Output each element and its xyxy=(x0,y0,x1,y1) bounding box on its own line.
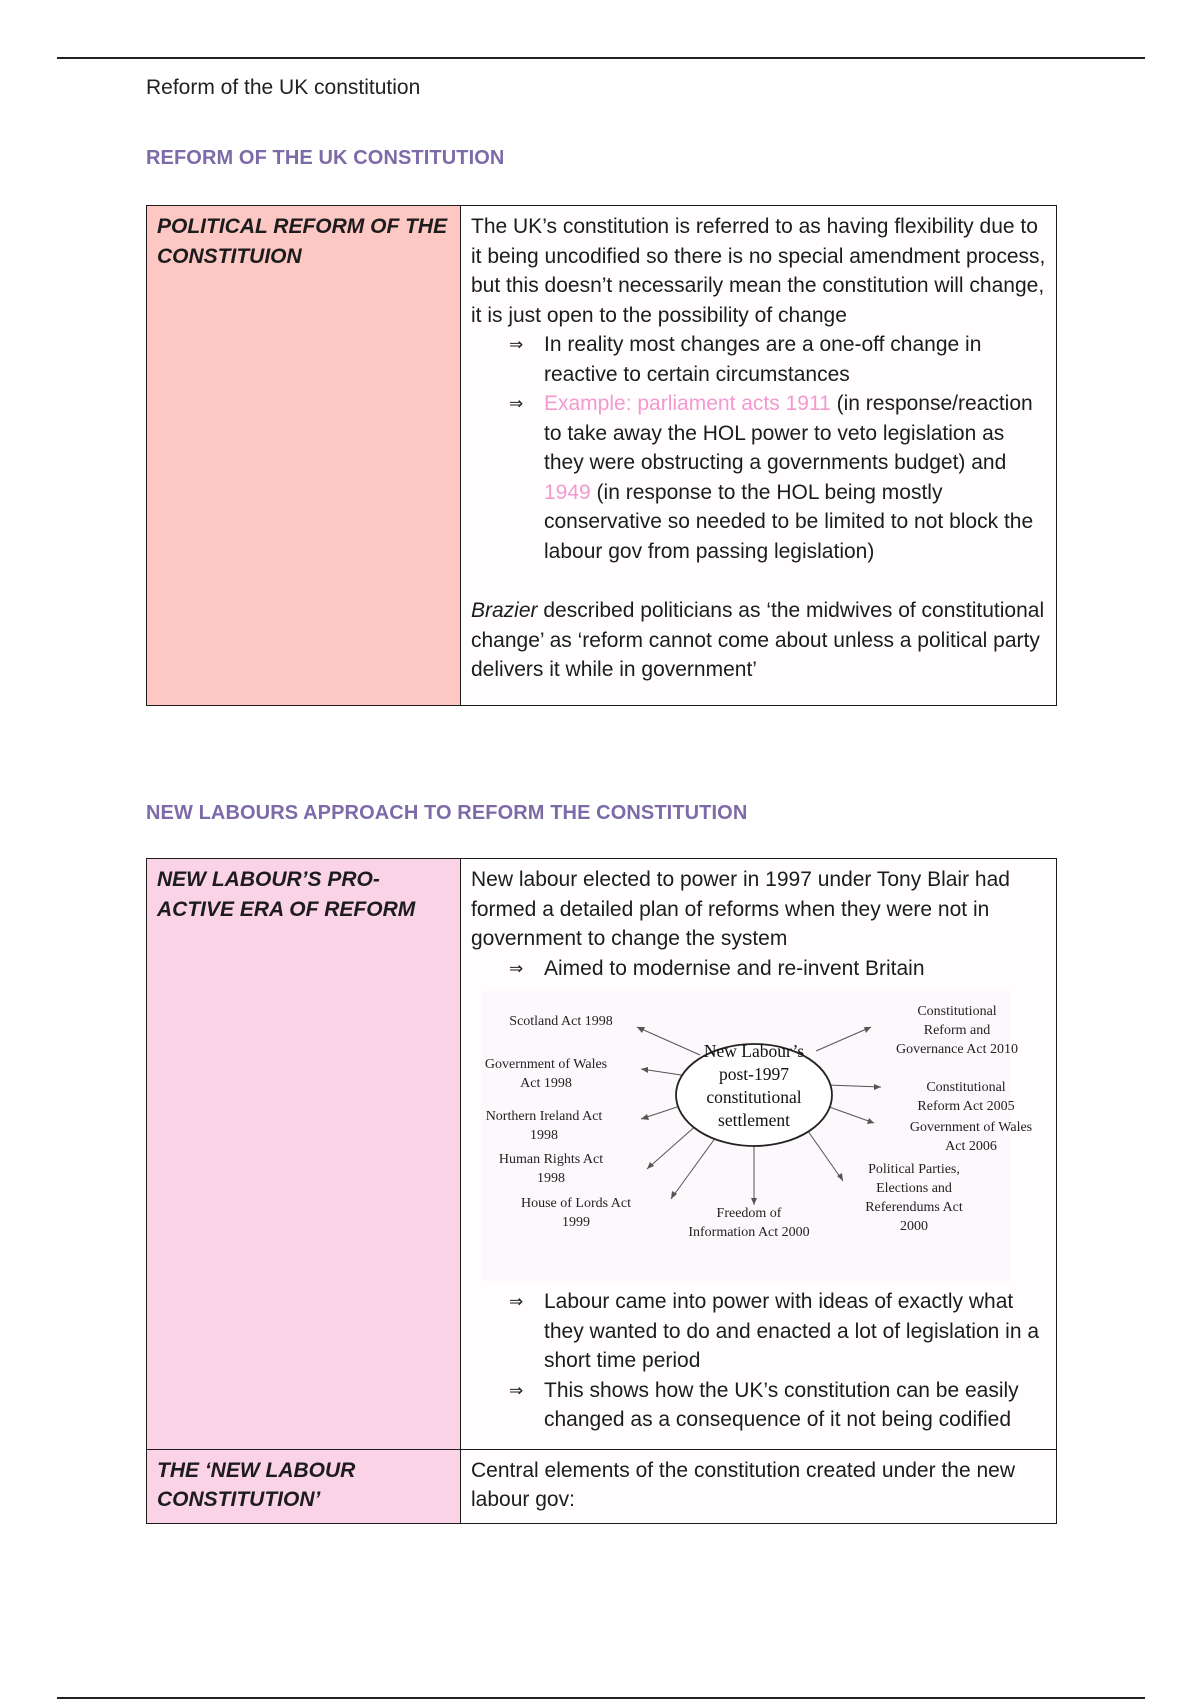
spoke-label: 1999 xyxy=(562,1215,590,1230)
bullet-text: In reality most changes are a one-off change in reactive to certain circumstances xyxy=(544,333,982,386)
bullet-text: This shows how the UK’s constitution can be easily changed as a consequence of it not being codified xyxy=(544,1378,1019,1431)
reform-table xyxy=(146,205,1057,706)
spoke-label: Constitutional xyxy=(926,1080,1006,1095)
running-header: Reform of the UK constitution xyxy=(146,76,421,99)
spoke-label: Human Rights Act xyxy=(498,1152,604,1167)
spoke-label: Government of Wales xyxy=(909,1120,1033,1135)
list-item xyxy=(471,330,1046,389)
intro-paragraph: The UK’s constitution is referred to as having flexibility due to it being uncodified so there is no special amendment process, but this doesn’t necessarily mean the constitution will change, it is just open to the possibility of change xyxy=(471,215,1046,327)
example-year: 1949 xyxy=(544,480,591,504)
table-row xyxy=(147,206,1057,706)
intro-paragraph: New labour elected to power in 1997 under Tony Blair had formed a detailed plan of reforms when they were not in government to change the system xyxy=(471,868,1010,950)
settlement-diagram xyxy=(471,991,1046,1281)
bottom-rule xyxy=(57,1697,1145,1699)
center-label-line: New Labour’s xyxy=(703,1041,805,1061)
center-label-line: settlement xyxy=(718,1110,790,1130)
spoke-label: Northern Ireland Act xyxy=(485,1109,603,1124)
bullet-text: (in response to the HOL being mostly conservative so needed to be limited to not block the labour gov from passing legislation) xyxy=(544,480,1034,563)
section-heading-reform: REFORM OF THE UK CONSTITUTION xyxy=(146,147,505,169)
bullet-text: Labour came into power with ideas of exactly what they wanted to do and enacted a lot of legislation in a short time period xyxy=(544,1290,1040,1372)
center-label-line: constitutional xyxy=(706,1087,802,1107)
spoke-label: Freedom of xyxy=(716,1206,782,1221)
example-label: Example: parliament acts 1911 xyxy=(544,392,831,415)
spoke-label: 2000 xyxy=(900,1219,928,1234)
list-item xyxy=(471,1376,1046,1435)
row-content: Central elements of the constitution created under the new labour gov: xyxy=(461,1449,1057,1523)
row-label: NEW LABOUR’S PRO-ACTIVE ERA OF REFORM xyxy=(147,859,461,1450)
spoke-label: Elections and xyxy=(876,1181,952,1196)
list-item xyxy=(471,1287,1046,1376)
spoke-label: Constitutional xyxy=(917,1004,997,1019)
spoke-label: Scotland Act 1998 xyxy=(509,1014,613,1029)
quote-author: Brazier xyxy=(471,599,538,622)
spoke-label: Reform Act 2005 xyxy=(917,1099,1015,1114)
bullet-text: (in response/reaction to take away the HOL power to veto legislation as they were obstructing a governments budget) and xyxy=(544,392,1033,474)
quote-paragraph xyxy=(471,596,1046,685)
row-content xyxy=(461,859,1057,1450)
spoke-label: Act 1998 xyxy=(520,1076,572,1091)
double-arrow-icon: ⇒ xyxy=(509,1292,524,1311)
center-label-line: post-1997 xyxy=(719,1064,789,1084)
spoke-label: 1998 xyxy=(537,1171,565,1186)
spoke-label: House of Lords Act xyxy=(520,1196,632,1211)
row-label: POLITICAL REFORM OF THE CONSTITUION xyxy=(147,206,461,706)
settlement-diagram-svg xyxy=(471,991,1051,1281)
table-row xyxy=(147,1449,1057,1523)
double-arrow-icon: ⇒ xyxy=(509,335,524,354)
quote-text: described politicians as ‘the midwives of constitutional change’ as ‘reform cannot come about unless a political party delivers it while in government’ xyxy=(471,599,1045,681)
double-arrow-icon: ⇒ xyxy=(509,958,524,978)
double-arrow-icon: ⇒ xyxy=(509,394,524,413)
spoke-label: Political Parties, xyxy=(868,1162,960,1177)
spacer xyxy=(471,566,1046,596)
spoke-label: Reform and xyxy=(923,1023,991,1038)
bullet-text: Aimed to modernise and re-invent Britain xyxy=(544,956,925,980)
list-item xyxy=(471,389,1046,566)
spoke-label: Referendums Act xyxy=(865,1200,963,1215)
row-content xyxy=(461,206,1057,706)
list-item xyxy=(471,954,1046,984)
spoke-label: Governance Act 2010 xyxy=(895,1042,1019,1057)
table-row xyxy=(147,859,1057,1450)
row-label: THE ‘NEW LABOUR CONSTITUTION’ xyxy=(147,1449,461,1523)
spoke-label: Act 2006 xyxy=(945,1139,997,1154)
spoke-label: Information Act 2000 xyxy=(688,1225,810,1240)
double-arrow-icon: ⇒ xyxy=(509,1380,524,1400)
section-heading-new-labour: NEW LABOURS APPROACH TO REFORM THE CONSTITUTION xyxy=(146,802,748,824)
top-rule xyxy=(57,57,1145,59)
spoke-label: Government of Wales xyxy=(484,1057,608,1072)
spoke-label: 1998 xyxy=(530,1128,558,1143)
new-labour-table xyxy=(146,858,1057,1524)
